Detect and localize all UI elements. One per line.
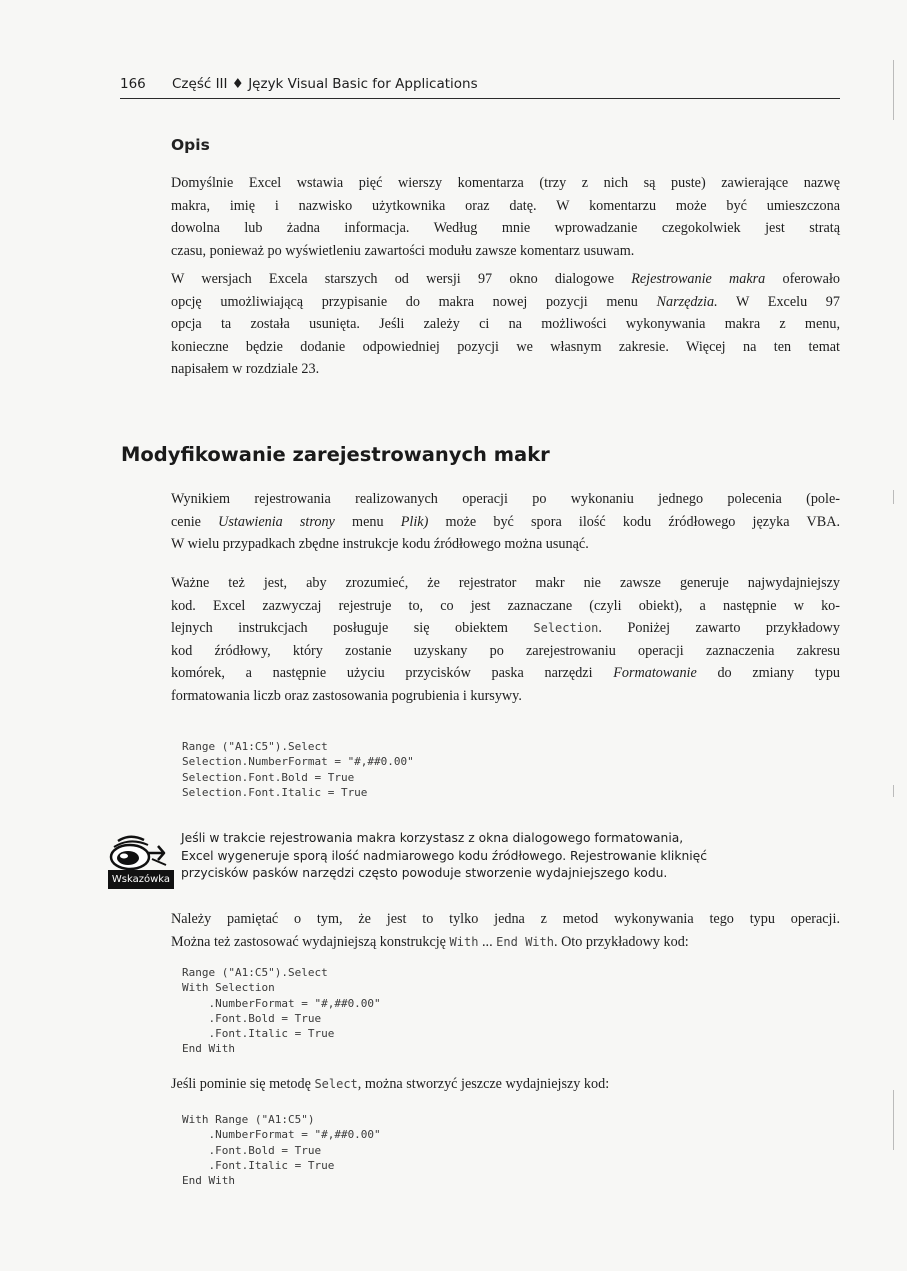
paragraph-opis-1 [171, 172, 840, 262]
text-line: lejnych instrukcjach posługuje się obiektem Selection. Poniżej zawarto przykładowy [171, 620, 840, 637]
code-block-3: With Range ("A1:C5") .NumberFormat = "#,##0.00" .Font.Bold = True .Font.Italic = True End With [182, 1113, 381, 1188]
tip-line: Jeśli w trakcie rejestrowania makra korzystasz z okna dialogowego formatowania, [181, 831, 684, 845]
page-number: 166 [120, 76, 146, 92]
inline-code: With [449, 934, 479, 949]
text-line: kod. Excel zazwyczaj rejestruje to, co jest zaznaczane (czyli obiekt), a następnie w ko- [171, 597, 840, 614]
text-line: Można też zastosować wydajniejszą konstrukcję With ... End With. Oto przykładowy kod: [171, 933, 689, 950]
scan-mark [893, 60, 894, 120]
running-head [120, 74, 840, 99]
ui-term: Rejestrowanie makra [631, 271, 766, 287]
text-line: Ważne też jest, aby zrozumieć, że rejestrator makr nie zawsze generuje najwydajniejszy [171, 575, 840, 591]
inline-code: Select [314, 1077, 358, 1091]
paragraph-section-2 [171, 572, 840, 708]
section-heading-modyfikowanie: Modyfikowanie zarejestrowanych makr [121, 443, 550, 466]
inline-code: Selection [533, 621, 599, 636]
text-line: opcję umożliwiającą przypisanie do makra nowej pozycji menu Narzędzia. W Excelu 97 [171, 293, 840, 310]
text-line: czasu, ponieważ po wyświetleniu zawartości modułu zawsze komentarz usuwam. [171, 242, 635, 259]
paragraph-section-1 [171, 488, 840, 556]
scan-mark [893, 785, 894, 797]
text-line: dowolna lub żadna informacja. Według mnie wprowadzanie czegokolwiek jest stratą [171, 220, 840, 237]
text-line: cenie Ustawienia strony menu Plik) może być spora ilość kodu źródłowego języka VBA. [171, 513, 840, 530]
tip-label: Wskazówka [108, 870, 174, 889]
paragraph-section-4: Jeśli pominie się metodę Select, można stworzyć jeszcze wydajniejszy kod: [171, 1076, 610, 1092]
text-line: formatowania liczb oraz zastosowania pogrubienia i kursywy. [171, 687, 522, 704]
paragraph-opis-2 [171, 268, 840, 381]
text-line: makra, imię i nazwisko użytkownika oraz datę. W komentarzu może być umieszczona [171, 197, 840, 214]
inline-code: End With [496, 934, 554, 949]
tip-line: przycisków pasków narzędzi często powoduje stworzenie wydajniejszego kodu. [181, 866, 668, 880]
part-title: Część III ♦ Język Visual Basic for Applications [172, 76, 478, 92]
text-line: Należy pamiętać o tym, że jest to tylko jedna z metod wykonywania tego typu operacji. [171, 911, 840, 927]
text-line: komórek, a następnie użyciu przycisków paska narzędzi Formatowanie do zmiany typu [171, 665, 841, 682]
paragraph-section-3 [171, 908, 840, 953]
code-block-2: Range ("A1:C5").Select With Selection .NumberFormat = "#,##0.00" .Font.Bold = True .Font.Italic = True End With [182, 966, 381, 1056]
code-block-1: Range ("A1:C5").Select Selection.NumberFormat = "#,##0.00" Selection.Font.Bold = True Selection.Font.Italic = True [182, 740, 414, 799]
text-line: Wynikiem rejestrowania realizowanych operacji po wykonaniu jednego polecenia (pole- [171, 491, 840, 507]
text-line: W wielu przypadkach zbędne instrukcje kodu źródłowego można usunąć. [171, 536, 589, 553]
hand-pointer-icon [108, 831, 174, 871]
tip-line: Excel wygeneruje sporą ilość nadmiarowego kodu źródłowego. Rejestrowanie kliknięć [181, 848, 708, 863]
section-heading-opis: Opis [171, 136, 210, 154]
scan-mark [893, 1090, 894, 1150]
tip-text [181, 830, 841, 883]
scan-mark [893, 490, 894, 504]
ui-term: Narzędzia. [656, 293, 718, 310]
text-line: opcja ta została usunięta. Jeśli zależy ci na możliwości wykonywania makra z menu, [171, 316, 840, 333]
text-line: W wersjach Excela starszych od wersji 97 okno dialogowe Rejestrowanie makra oferowało [171, 271, 840, 287]
text-line: konieczne będzie dodanie odpowiedniej pozycji we własnym zakresie. Więcej na ten temat [171, 338, 840, 355]
text-line: kod źródłowy, który zostanie uzyskany po zarejestrowaniu operacji zaznaczenia zakresu [171, 642, 840, 659]
tip-icon [108, 831, 174, 889]
text-line: napisałem w rozdziale 23. [171, 361, 320, 378]
text-line: Domyślnie Excel wstawia pięć wierszy komentarza (trzy z nich są puste) zawierające nazwę [171, 175, 840, 191]
